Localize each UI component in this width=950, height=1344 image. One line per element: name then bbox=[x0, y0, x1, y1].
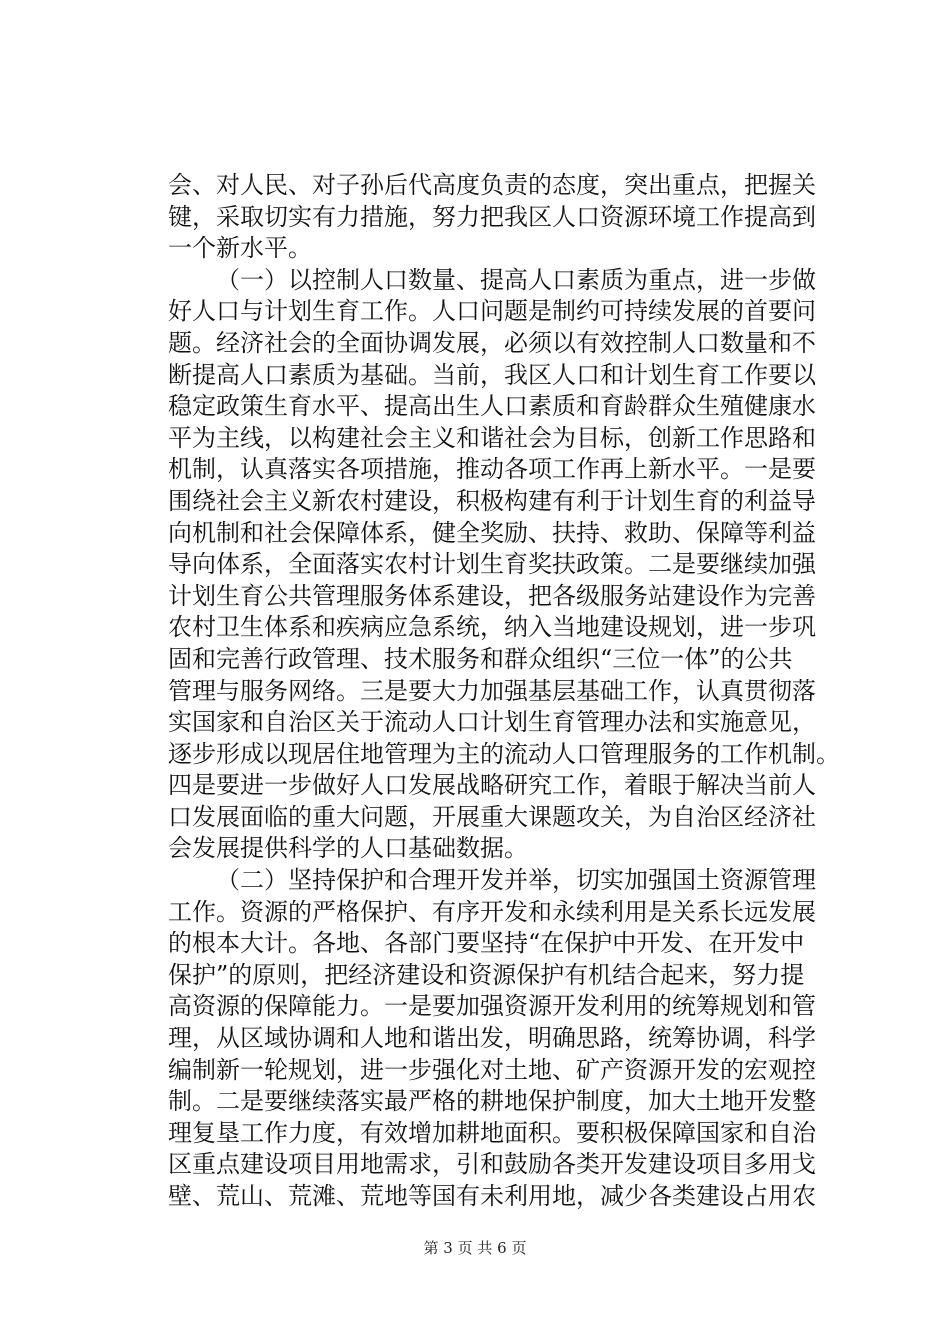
text-line: 的根本大计。各地、各部门要坚持“在保护中开发、在开发中 bbox=[168, 929, 805, 958]
text-line: 保护”的原则，把经济建设和资源保护有机结合起来，努力提 bbox=[168, 960, 805, 989]
text-line: 高资源的保障能力。一是要加强资源开发利用的统筹规划和管 bbox=[168, 992, 816, 1021]
text-line: 会发展提供科学的人口基础数据。 bbox=[168, 834, 528, 863]
text-line: 制。二是要继续落实最严格的耕地保护制度，加大土地开发整 bbox=[168, 1087, 816, 1116]
text-line: 逐步形成以现居住地管理为主的流动人口管理服务的工作机制。 bbox=[168, 739, 840, 768]
text-line: 四是要进一步做好人口发展战略研究工作，着眼于解决当前人 bbox=[168, 771, 816, 800]
text-line: 区重点建设项目用地需求，引和鼓励各类开发建设项目多用戈 bbox=[168, 1150, 816, 1179]
text-line: 实国家和自治区关于流动人口计划生育管理办法和实施意见， bbox=[168, 708, 816, 737]
text-line: 断提高人口素质为基础。当前，我区人口和计划生育工作要以 bbox=[168, 360, 816, 389]
document-body bbox=[168, 170, 840, 1213]
text-line: 编制新一轮规划，进一步强化对土地、矿产资源开发的宏观控 bbox=[168, 1055, 816, 1084]
text-line: 一个新水平。 bbox=[168, 234, 312, 263]
text-line: 向机制和社会保障体系，健全奖励、扶持、救助、保障等利益 bbox=[168, 518, 816, 547]
text-line: 计划生育公共管理服务体系建设，把各级服务站建设作为完善 bbox=[168, 581, 816, 610]
page-number-footer: 第 3 页 共 6 页 bbox=[423, 1239, 527, 1257]
text-line: 稳定政策生育水平、提高出生人口素质和育龄群众生殖健康水 bbox=[168, 392, 816, 421]
text-line: 题。经济社会的全面协调发展，必须以有效控制人口数量和不 bbox=[168, 328, 816, 357]
text-line: 理复垦工作力度，有效增加耕地面积。要积极保障国家和自治 bbox=[168, 1118, 816, 1147]
text-line: 好人口与计划生育工作。人口问题是制约可持续发展的首要问 bbox=[168, 297, 816, 326]
paragraph-first-line: （二）坚持保护和合理开发并举，切实加强国土资源管理 bbox=[216, 866, 816, 895]
text-line: 围绕社会主义新农村建设，积极构建有利于计划生育的利益导 bbox=[168, 486, 816, 515]
text-line: 理，从区域协调和人地和谐出发，明确思路，统筹协调，科学 bbox=[168, 1024, 816, 1053]
text-line: 平为主线，以构建社会主义和谐社会为目标，创新工作思路和 bbox=[168, 423, 816, 452]
text-line: 固和完善行政管理、技术服务和群众组织“三位一体”的公共 bbox=[168, 644, 793, 673]
text-line: 农村卫生体系和疾病应急系统，纳入当地建设规划，进一步巩 bbox=[168, 613, 816, 642]
text-line: 壁、荒山、荒滩、荒地等国有未利用地，减少各类建设占用农 bbox=[168, 1182, 816, 1210]
text-line: 管理与服务网络。三是要大力加强基层基础工作，认真贯彻落 bbox=[168, 676, 816, 705]
text-line: 机制，认真落实各项措施，推动各项工作再上新水平。一是要 bbox=[168, 455, 816, 484]
text-line: 会、对人民、对子孙后代高度负责的态度，突出重点，把握关 bbox=[168, 171, 816, 199]
text-line: 导向体系，全面落实农村计划生育奖扶政策。二是要继续加强 bbox=[168, 550, 816, 579]
paragraph-first-line: （一）以控制人口数量、提高人口素质为重点，进一步做 bbox=[216, 265, 816, 294]
text-line: 键，采取切实有力措施，努力把我区人口资源环境工作提高到 bbox=[168, 202, 816, 231]
text-line: 口发展面临的重大问题，开展重大课题攻关，为自治区经济社 bbox=[168, 802, 816, 831]
text-line: 工作。资源的严格保护、有序开发和永续利用是关系长远发展 bbox=[168, 897, 816, 926]
